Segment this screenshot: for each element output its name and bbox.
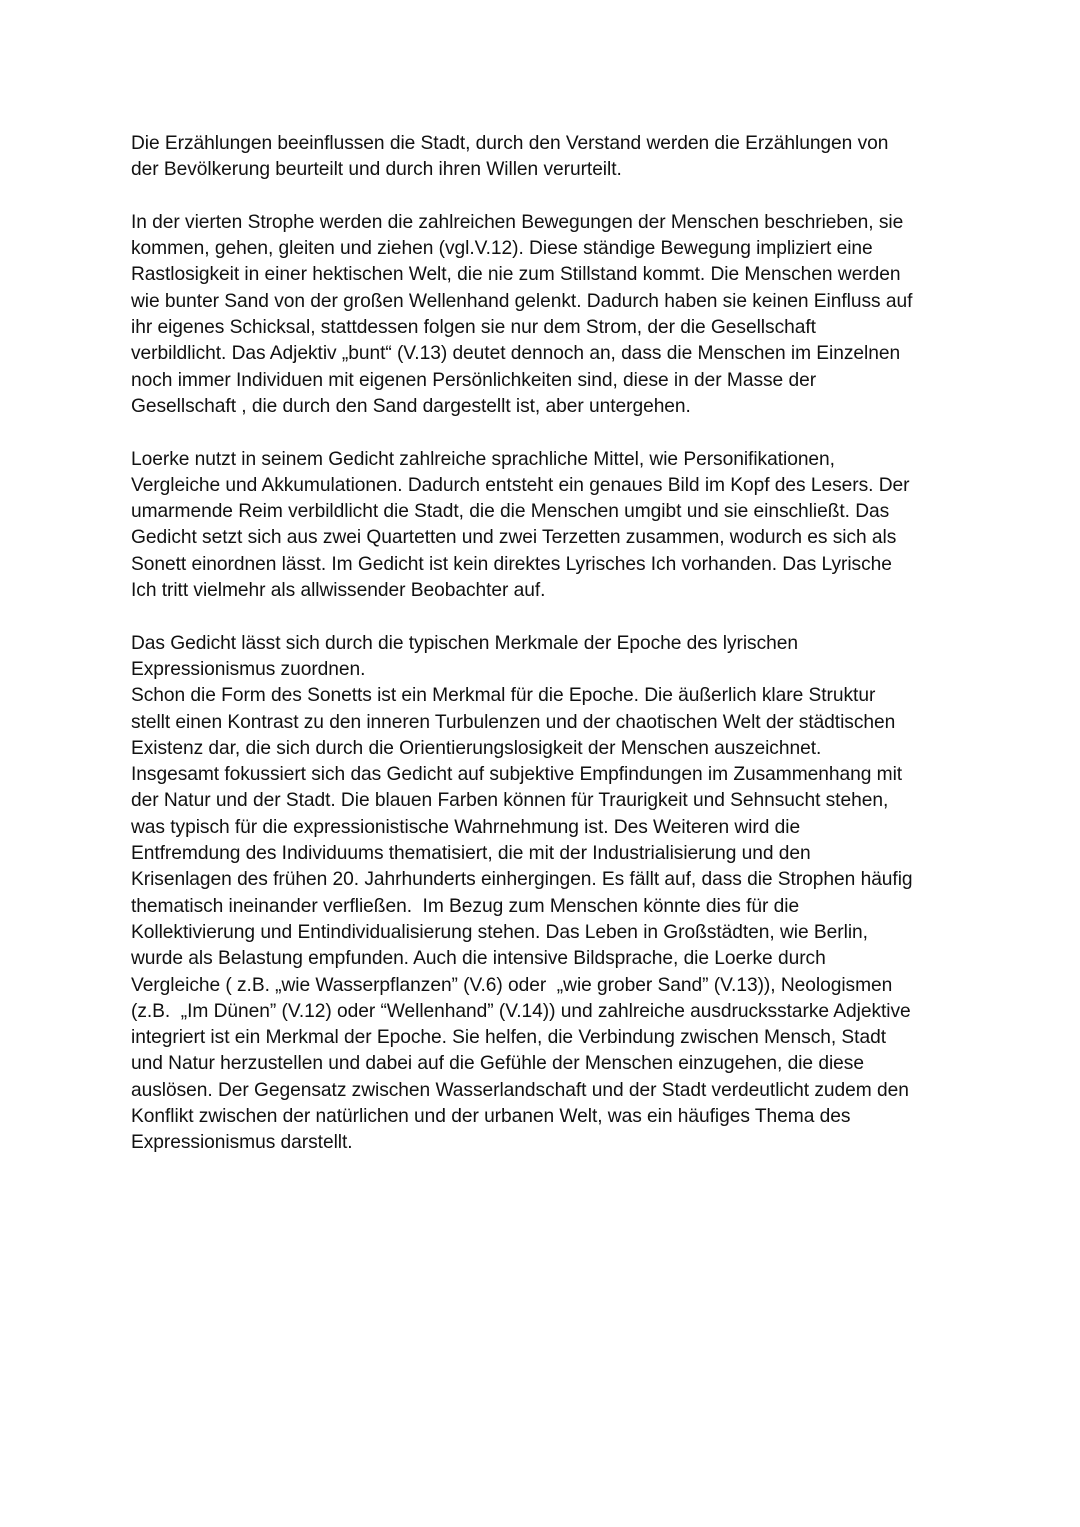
text-line: verbildlicht. Das Adjektiv „bunt“ (V.13) deutet dennoch an, dass die Menschen im Einzelnen (131, 343, 901, 365)
text-line: stellt einen Kontrast zu den inneren Turbulenzen und der chaotischen Welt der städtischen (131, 711, 896, 733)
text-line: thematisch ineinander verfließen. Im Bezug zum Menschen könnte dies für die (131, 895, 800, 917)
text-line: Existenz dar, die sich durch die Orientierungslosigkeit der Menschen auszeichnet. (131, 737, 822, 759)
text-line: der Bevölkerung beurteilt und durch ihren Willen verurteilt. (131, 159, 622, 181)
text-line: Schon die Form des Sonetts ist ein Merkmal für die Epoche. Die äußerlich klare Struktur (131, 685, 876, 707)
text-line: wurde als Belastung empfunden. Auch die intensive Bildsprache, die Loerke durch (131, 948, 826, 970)
text-line: In der vierten Strophe werden die zahlreichen Bewegungen der Menschen beschrieben, sie (131, 211, 904, 233)
text-line: Insgesamt fokussiert sich das Gedicht auf subjektive Empfindungen im Zusammenhang mit (131, 764, 903, 786)
text-line: umarmende Reim verbildlicht die Stadt, die die Menschen umgibt und sie einschließt. Das (131, 501, 890, 523)
text-line: Sonett einordnen lässt. Im Gedicht ist kein direktes Lyrisches Ich vorhanden. Das Lyrische (131, 553, 892, 575)
document-page (131, 131, 971, 1183)
text-line: Die Erzählungen beeinflussen die Stadt, durch den Verstand werden die Erzählungen von (131, 133, 889, 154)
text-line: Krisenlagen des frühen 20. Jahrhunderts einhergingen. Es fällt auf, dass die Strophen häufig (131, 869, 913, 891)
paragraph-epoche-expressionismus (131, 631, 971, 1157)
text-line: Entfremdung des Individuums thematisiert, die mit der Industrialisierung und den (131, 843, 811, 865)
text-line: Kollektivierung und Entindividualisierung stehen. Das Leben in Großstädten, wie Berlin, (131, 921, 868, 943)
text-line: der Natur und der Stadt. Die blauen Farben können für Traurigkeit und Sehnsucht stehen, (131, 790, 889, 812)
text-line: (z.B. „Im Dünen” (V.12) oder “Wellenhand” (V.14)) und zahlreiche ausdrucksstarke Adjektive (131, 1000, 911, 1022)
text-line: Gedicht setzt sich aus zwei Quartetten und zwei Terzetten zusammen, wodurch es sich als (131, 527, 897, 549)
text-line: Vergleiche und Akkumulationen. Dadurch entsteht ein genaues Bild im Kopf des Lesers. Der (131, 474, 910, 496)
text-line: auslösen. Der Gegensatz zwischen Wasserlandschaft und der Stadt verdeutlicht zudem den (131, 1079, 909, 1101)
text-line: Vergleiche ( z.B. „wie Wasserpflanzen” (V.6) oder „wie grober Sand” (V.13)), Neologismen (131, 974, 893, 996)
text-line: was typisch für die expressionistische Wahrnehmung ist. Des Weiteren wird die (131, 816, 801, 838)
text-line: Ich tritt vielmehr als allwissender Beobachter auf. (131, 580, 546, 602)
text-line: Expressionismus zuordnen. (131, 658, 366, 680)
paragraph-stadt-erzaehlungen (131, 131, 971, 184)
text-line: wie bunter Sand von der großen Wellenhand gelenkt. Dadurch haben sie keinen Einfluss auf (131, 290, 913, 312)
text-line: kommen, gehen, gleiten und ziehen (vgl.V.12). Diese ständige Bewegung impliziert eine (131, 238, 873, 260)
text-line: ihr eigenes Schicksal, stattdessen folgen sie nur dem Strom, der die Gesellschaft (131, 317, 816, 339)
text-line: Konflikt zwischen der natürlichen und der urbanen Welt, was ein häufiges Thema des (131, 1105, 851, 1127)
text-line: Das Gedicht lässt sich durch die typischen Merkmale der Epoche des lyrischen (131, 632, 799, 654)
text-line: noch immer Individuen mit eigenen Persönlichkeiten sind, diese in der Masse der (131, 369, 817, 391)
text-line: Expressionismus darstellt. (131, 1132, 353, 1154)
paragraph-sprachliche-mittel (131, 447, 971, 605)
text-line: Loerke nutzt in seinem Gedicht zahlreiche sprachliche Mittel, wie Personifikationen, (131, 448, 835, 470)
text-line: und Natur herzustellen und dabei auf die Gefühle der Menschen einzugehen, die diese (131, 1053, 864, 1075)
paragraph-vierte-strophe (131, 210, 971, 420)
text-line: Gesellschaft , die durch den Sand dargestellt ist, aber untergehen. (131, 395, 691, 417)
text-line: Rastlosigkeit in einer hektischen Welt, die nie zum Stillstand kommt. Die Menschen werden (131, 264, 901, 286)
text-line: integriert ist ein Merkmal der Epoche. Sie helfen, die Verbindung zwischen Mensch, Stadt (131, 1027, 886, 1049)
